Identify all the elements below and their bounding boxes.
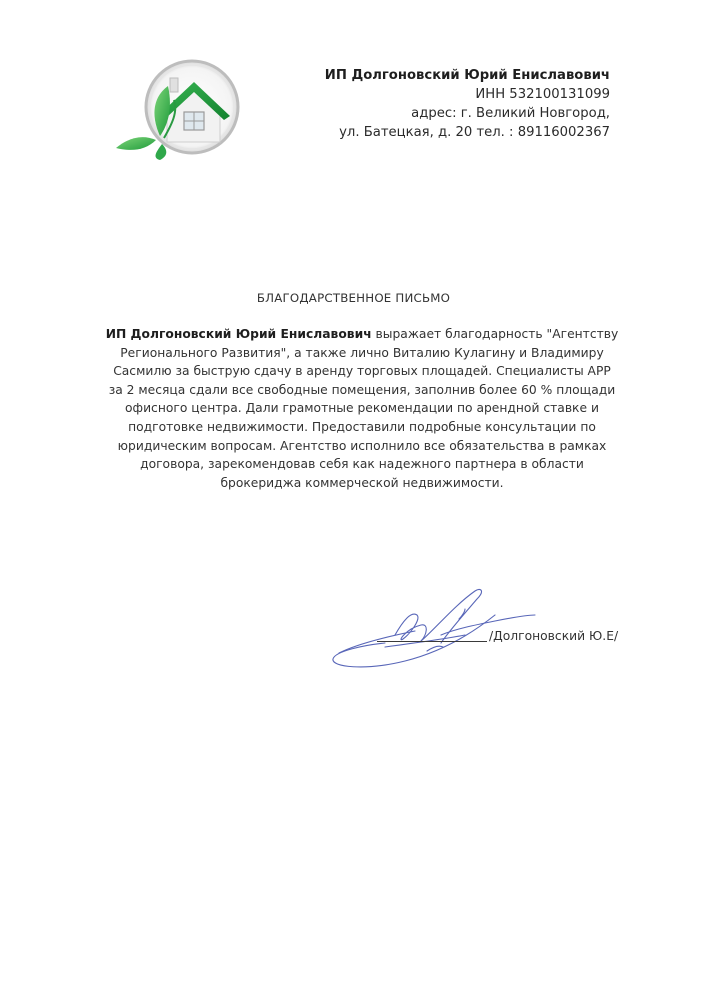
house-with-leaves-logo-icon — [112, 52, 242, 162]
body-line — [98, 325, 626, 344]
company-logo — [112, 52, 242, 162]
letterhead — [325, 66, 610, 142]
body-line: офисного центра. Дали грамотные рекомендации по арендной ставке и — [125, 401, 599, 416]
body-line: за 2 месяца сдали все свободные помещения, заполнив более 60 % площади — [108, 382, 616, 397]
body-line: юридическим вопросам. Агентство исполнило все обязательства в рамках — [117, 438, 607, 453]
body-line: подготовке недвижимости. Предоставили подробные консультации по — [128, 419, 596, 434]
body-line: Регионального Развития", а также лично Виталию Кулагину и Владимиру — [120, 345, 604, 360]
body-sender-name: ИП Долгоновский Юрий Ениславович — [105, 327, 372, 341]
body-line: брокериджа коммерческой недвижимости. — [220, 475, 504, 490]
signer-name: /Долгоновский Ю.Е/ — [489, 629, 619, 643]
body-line: Сасмилю за быструю сдачу в аренду торговых площадей. Специалисты АРР — [113, 364, 611, 379]
body-line: договора, зарекомендовав себя как надежного партнера в области — [140, 457, 584, 472]
letter-title: БЛАГОДАРСТВЕННОЕ ПИСЬМО — [256, 291, 451, 305]
signature-block — [325, 585, 625, 675]
sender-address-line2: ул. Батецкая, д. 20 тел. : 89116002367 — [339, 125, 610, 140]
sender-name: ИП Долгоновский Юрий Ениславович — [324, 68, 610, 83]
letter-body — [98, 325, 626, 492]
body-line-text: выражает благодарность "Агентству — [371, 327, 619, 341]
signature-line — [377, 641, 487, 642]
sender-inn: ИНН 532100131099 — [475, 87, 610, 102]
sender-address-line1: адрес: г. Великий Новгород, — [411, 106, 610, 121]
